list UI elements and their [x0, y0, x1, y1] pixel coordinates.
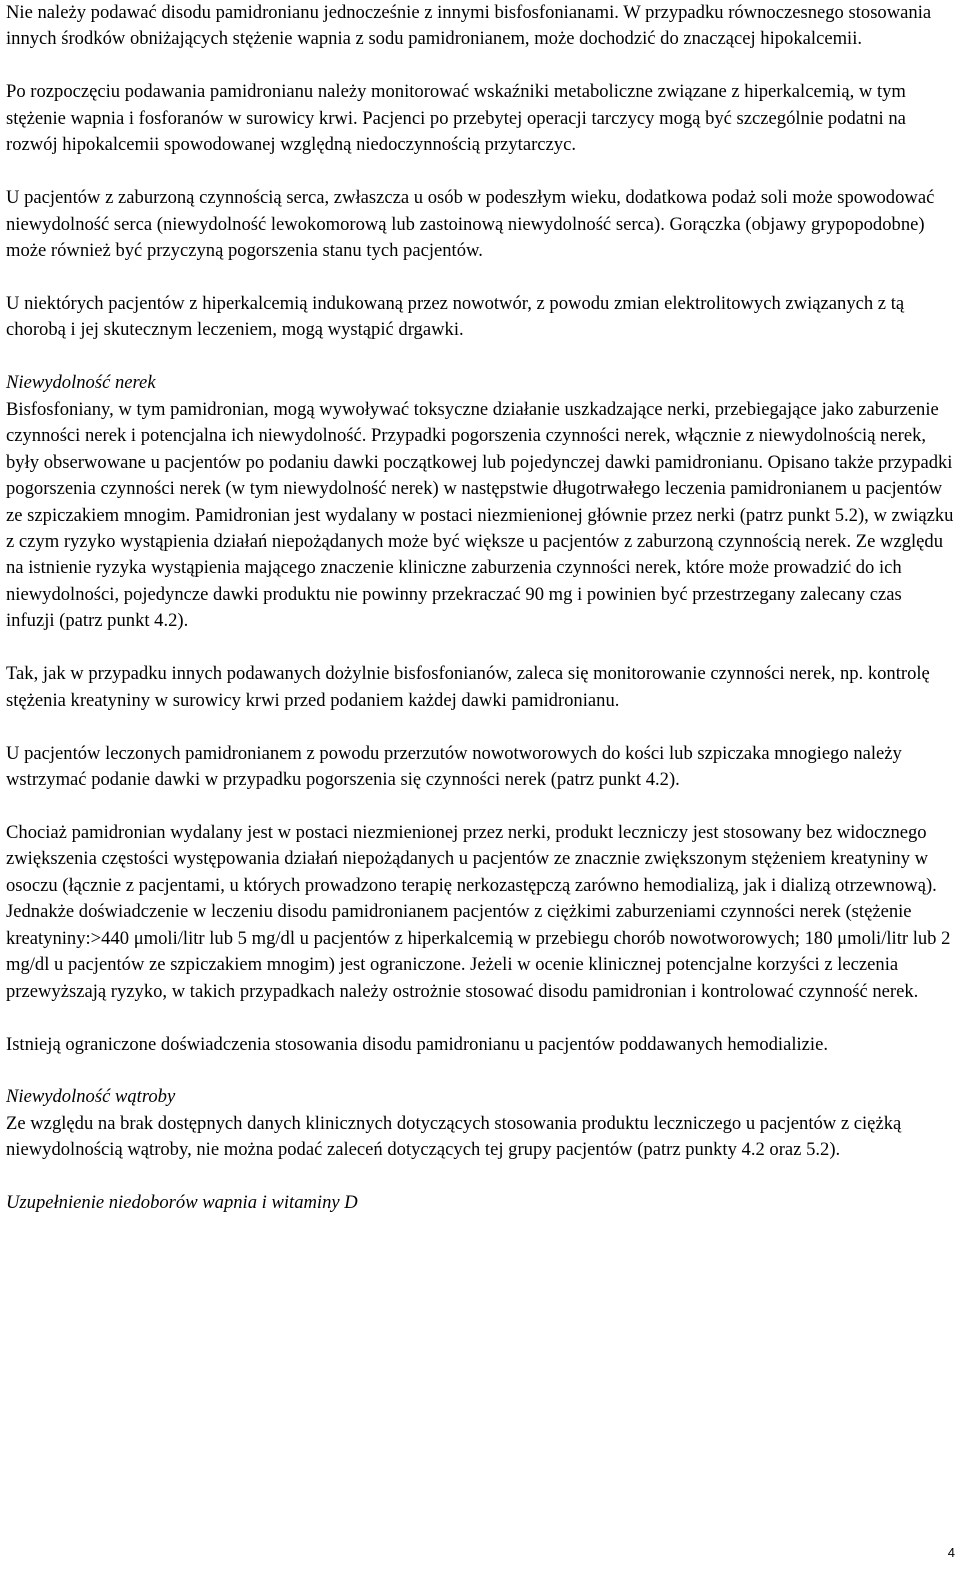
paragraph-seizures: U niektórych pacjentów z hiperkalcemią indukowaną przez nowotwór, z powodu zmian elektrolitowych związanych z tą chorobą i jej skutecznym leczeniem, mogą wystąpić drgawki.	[6, 292, 905, 341]
section-heading-liver: Niewydolność wątroby	[6, 1086, 176, 1108]
section-kidney-failure	[6, 370, 954, 1058]
page-number: 4	[947, 1545, 955, 1560]
document-page	[6, 0, 954, 1217]
section-heading-kidney: Niewydolność nerek	[6, 372, 156, 394]
paragraph-kidney-dose-withhold: U pacjentów leczonych pamidronianem z powodu przerzutów nowotworowych do kości lub szpiczaka mnogiego należy wstrzymać podanie dawki w przypadku pogorszenia się czynności nerek (patrz punkt 4.2).	[6, 742, 902, 791]
paragraph-kidney-creatinine: Chociaż pamidronian wydalany jest w postaci niezmienionej przez nerki, produkt leczniczy jest stosowany bez widocznego zwiększenia częstości występowania działań niepożądanych u pacjentów ze znacznie zwiększonym stężeniem kreatyniny w osoczu (łącznie z pacjentami, u których prowadzono terapię nerkozastępczą zarówno hemodializą, jak i dializą otrzewnową). Jednakże doświadczenie w leczeniu disodu pamidronianem pacjentów z ciężkimi zaburzeniami czynności nerek (stężenie kreatyniny:>440 μmoli/litr lub 5 mg/dl u pacjentów z hiperkalcemią w przebiegu chorób nowotworowych; 180 μmoli/litr lub 2 mg/dl u pacjentów ze szpiczakiem mnogim) jest ograniczone. Jeżeli w ocenie klinicznej potencjalne korzyści z leczenia przewyższają ryzyko, w takich przypadkach należy ostrożnie stosować disodu pamidronian i kontrolować czynność nerek.	[6, 821, 951, 1002]
paragraph-kidney-toxicity: Bisfosfoniany, w tym pamidronian, mogą wywoływać toksyczne działanie uszkadzające nerki, przebiegające jako zaburzenie czynności nerek i potencjalna ich niewydolność. Przypadki pogorszenia czynności nerek, włącznie z niewydolnością nerek, były obserwowane u pacjentów po podaniu dawki początkowej lub pojedynczej dawki pamidronianu. Opisano także przypadki pogorszenia czynności nerek (w tym niewydolność nerek) w następstwie długotrwałego leczenia pamidronianem u pacjentów ze szpiczakiem mnogim. Pamidronian jest wydalany w postaci niezmienionej głównie przez nerki (patrz punkt 5.2), w związku z czym ryzyko wystąpienia działań niepożądanych może być większe u pacjentów z zaburzoną czynnością nerek. Ze względu na istnienie ryzyka wystąpienia mającego znaczenie kliniczne zaburzenia czynności nerek, które może prowadzić do ich niewydolności, pojedyncze dawki produktu nie powinny przekraczać 90 mg i powinien być przestrzegany zalecany czas infuzji (patrz punkt 4.2).	[6, 398, 954, 632]
paragraph-kidney-monitoring: Tak, jak w przypadku innych podawanych dożylnie bisfosfonianów, zaleca się monitorowanie czynności nerek, np. kontrolę stężenia kreatyniny w surowicy krwi przed podaniem każdej dawki pamidronianu.	[6, 663, 930, 711]
section-heading-supplementation: Uzupełnienie niedoborów wapnia i witaminy D	[6, 1192, 358, 1214]
paragraph-metabolic-monitoring: Po rozpoczęciu podawania pamidronianu należy monitorować wskaźniki metaboliczne związane z hiperkalcemią, w tym stężenie wapnia i fosforanów w surowicy krwi. Pacjenci po przebytej operacji tarczycy mogą być szczególnie podatni na rozwój hipokalcemii spowodowanej względną niedoczynnością przytarczyc.	[6, 81, 906, 156]
paragraph-liver-failure: Ze względu na brak dostępnych danych klinicznych dotyczących stosowania produktu leczniczego u pacjentów z ciężką niewydolnością wątroby, nie można podać zaleceń dotyczących tej grupy pacjentów (patrz punkty 4.2 oraz 5.2).	[6, 1112, 902, 1161]
section-liver-failure	[6, 1084, 954, 1163]
paragraph-heart-failure: U pacjentów z zaburzoną czynnością serca, zwłaszcza u osób w podeszłym wieku, dodatkowa podaż soli może spowodować niewydolność serca (niewydolność lewokomorową lub zastoinową niewydolność serca). Gorączka (objawy grypopodobne) może również być przyczyną pogorszenia stanu tych pacjentów.	[6, 187, 935, 262]
paragraph-kidney-hemodialysis: Istnieją ograniczone doświadczenia stosowania disodu pamidronianu u pacjentów poddawanych hemodializie.	[6, 1033, 829, 1055]
paragraph-bisphosphonate-interaction: Nie należy podawać disodu pamidronianu jednocześnie z innymi bisfosfonianami. W przypadku równoczesnego stosowania innych środków obniżających stężenie wapnia z sodu pamidronianem, może dochodzić do znaczącej hipokalcemii.	[6, 2, 932, 50]
